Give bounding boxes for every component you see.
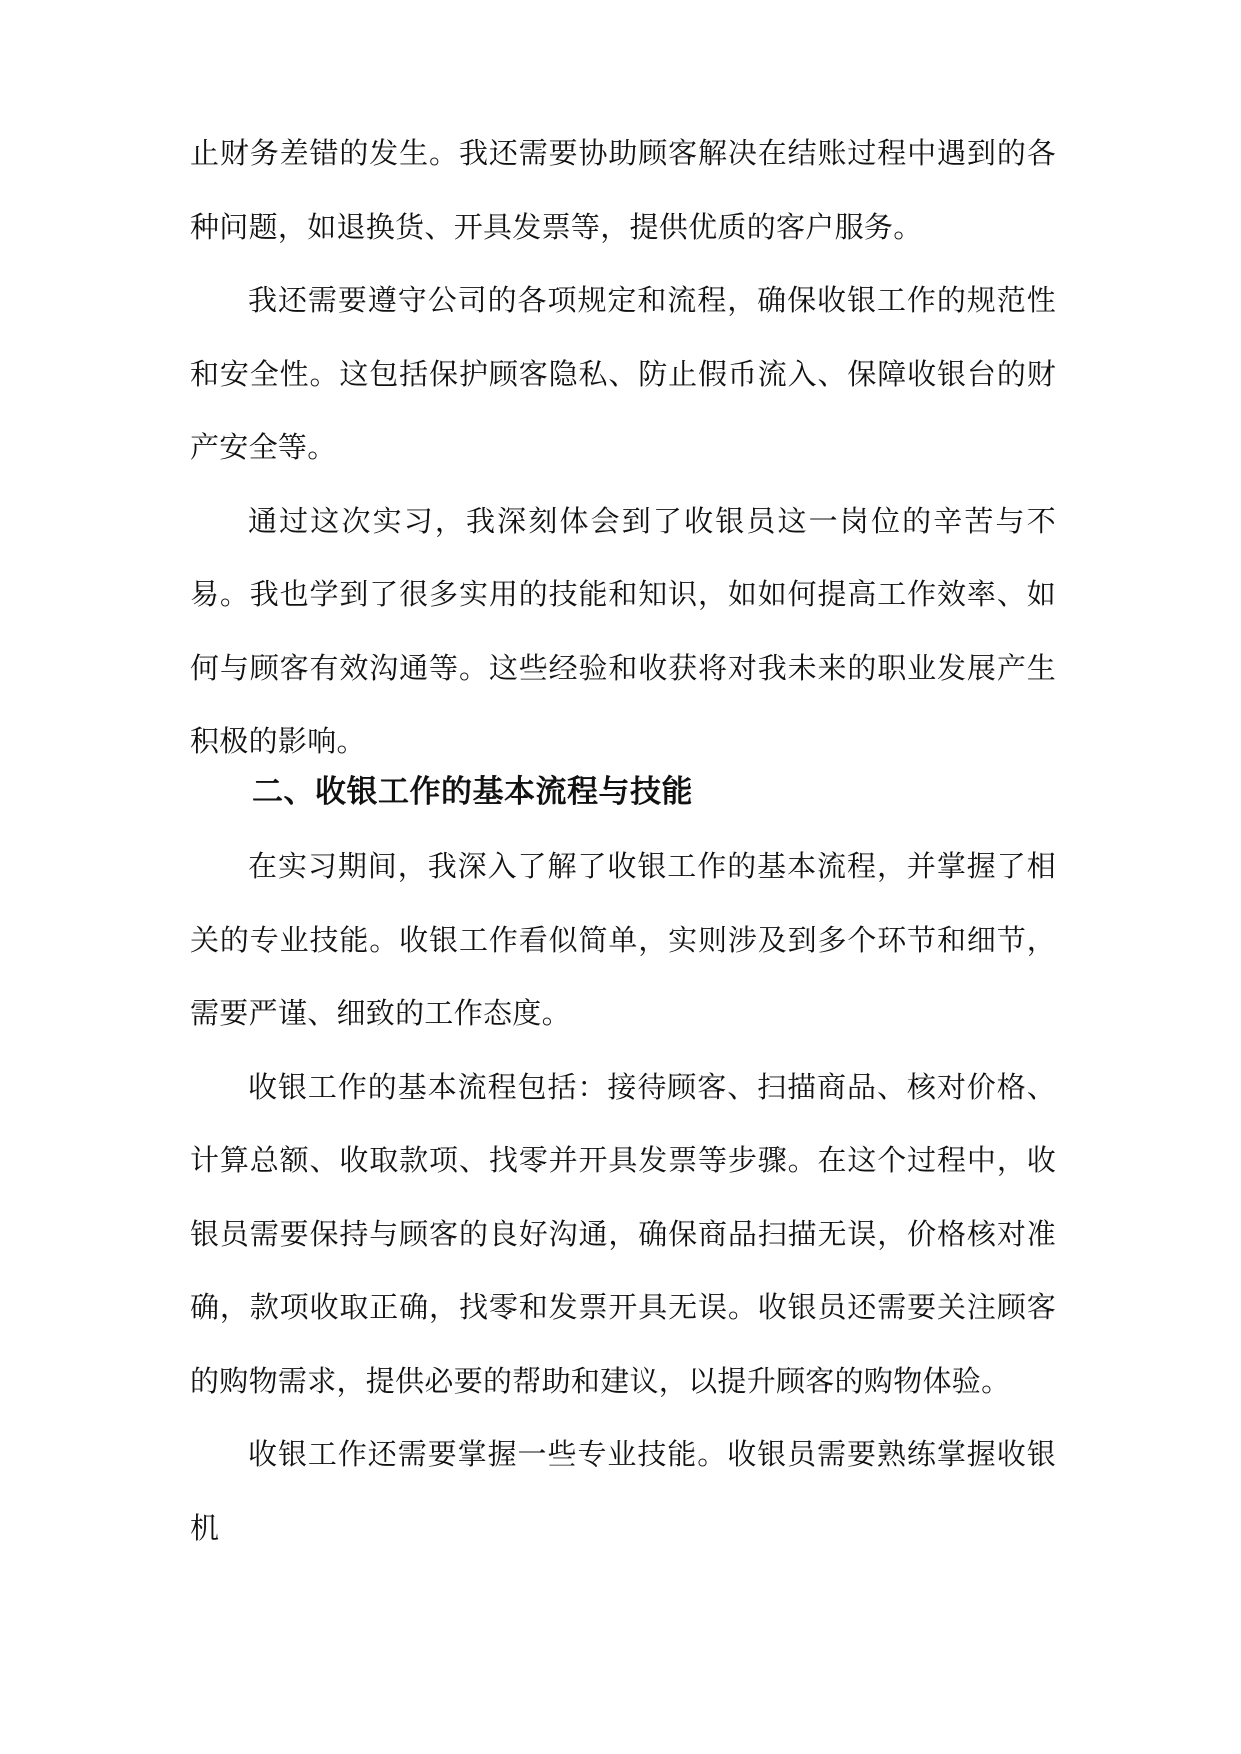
- paragraph-skills: 收银工作还需要掌握一些专业技能。收银员需要熟练掌握收银机: [190, 1437, 1056, 1545]
- paragraph-intro: 在实习期间，我深入了解了收银工作的基本流程，并掌握了相关的专业技能。收银工作看似简单，实则涉及到多个环节和细节，需要严谨、细致的工作态度。: [190, 849, 1056, 1030]
- section-two-body: [190, 830, 1056, 1565]
- paragraph-continuation: 止财务差错的发生。我还需要协助顾客解决在结账过程中遇到的各种问题，如退换货、开具发票等，提供优质的客户服务。: [190, 136, 1056, 244]
- paragraph-reflection: 通过这次实习，我深刻体会到了收银员这一岗位的辛苦与不易。我也学到了很多实用的技能和知识，如如何提高工作效率、如何与顾客有效沟通等。这些经验和收获将对我未来的职业发展产生积极的影响。: [190, 503, 1056, 758]
- section-one-body: [190, 117, 1056, 779]
- section-heading: 二、收银工作的基本流程与技能: [252, 774, 693, 810]
- paragraph-regulations: 我还需要遵守公司的各项规定和流程，确保收银工作的规范性和安全性。这包括保护顾客隐私、防止假币流入、保障收银台的财产安全等。: [190, 283, 1056, 464]
- paragraph-process: 收银工作的基本流程包括：接待顾客、扫描商品、核对价格、计算总额、收取款项、找零并开具发票等步骤。在这个过程中，收银员需要保持与顾客的良好沟通，确保商品扫描无误，价格核对准确，款项收取正确，找零和发票开具无误。收银员还需要关注顾客的购物需求，提供必要的帮助和建议，以提升顾客的购物体验。: [190, 1069, 1056, 1398]
